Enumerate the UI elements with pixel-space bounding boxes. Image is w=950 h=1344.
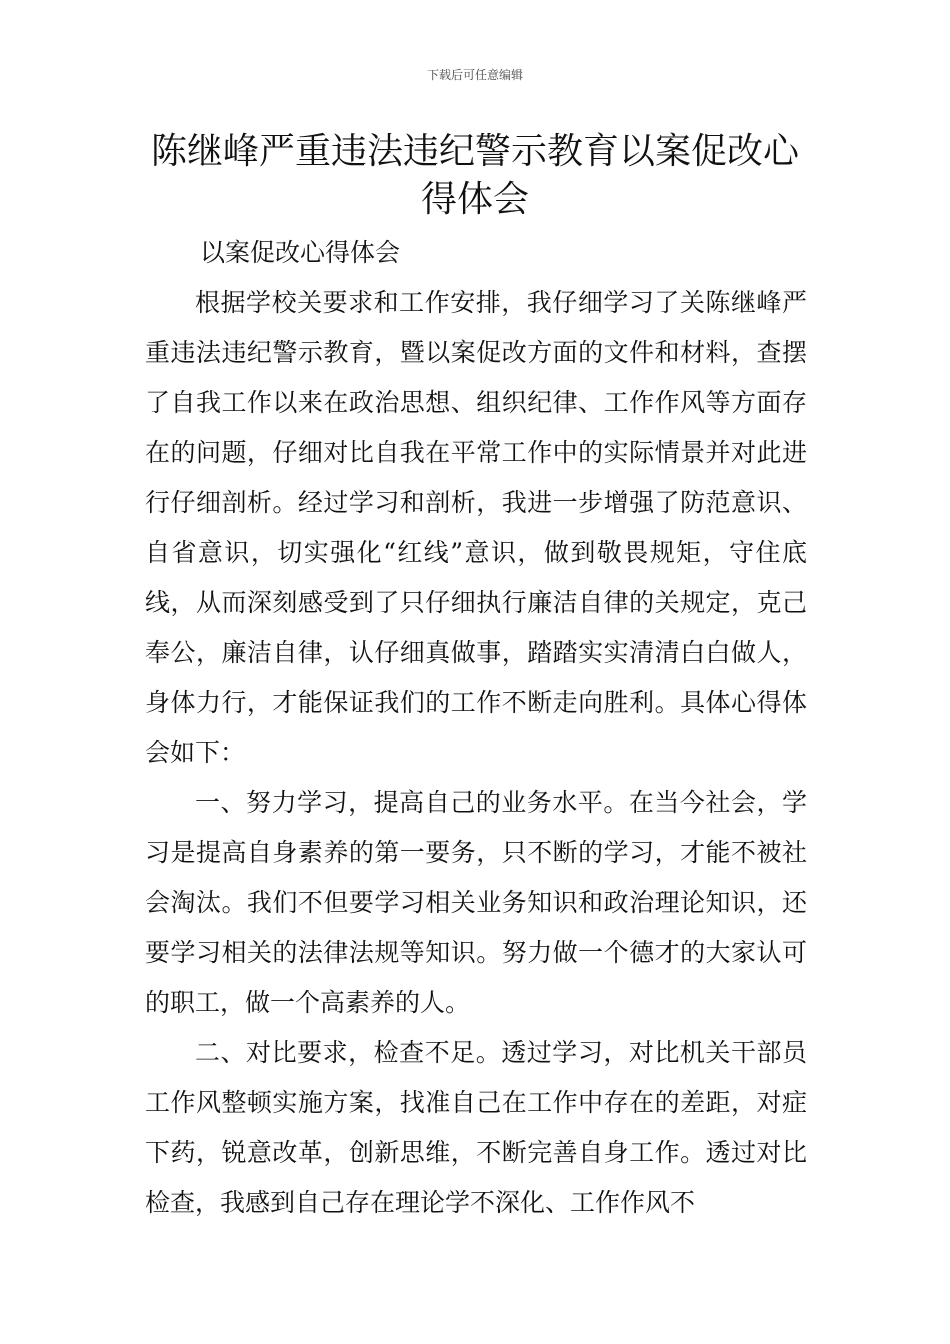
paragraph-section-one: 一、努力学习，提高自己的业务水平。在当今社会，学习是提高自身素养的第一要务，只不断的学习，才能不被社会淘汰。我们不但要学习相关业务知识和政治理论知识，还要学习相关的法律法规等知识。努力做一个德才的大家认可的职工，做一个高素养的人。: [145, 788, 807, 1017]
paragraph-intro: 根据学校关要求和工作安排，我仔细学习了关陈继峰严重违法违纪警示教育，暨以案促改方面的文件和材料，查摆了自我工作以来在政治思想、组织纪律、工作作风等方面存在的问题，仔细对比自我在平常工作中的实际情景并对此进行仔细剖析。经过学习和剖析，我进一步增强了防范意识、自省意识，切实强化“红线”意识，做到敬畏规矩，守住底线，从而深刻感受到了只仔细执行廉洁自律的关规定，克己奉公，廉洁自律，认仔细真做事，踏踏实实清清白白做人，身体力行，才能保证我们的工作不断走向胜利。具体心得体会如下：: [145, 288, 807, 767]
page-header-note: 下载后可任意编辑: [426, 68, 523, 82]
document-subtitle: 以案促改心得体会: [200, 238, 401, 267]
document-title: 陈继峰严重违法违纪警示教育以案促改心得体会: [150, 131, 799, 220]
paragraph-section-two: 二、对比要求，检查不足。透过学习，对比机关干部员工作风整顿实施方案，找准自己在工作中存在的差距，对症下药，锐意改革，创新思维，不断完善自身工作。透过对比检查，我感到自己存在理论学不深化、工作作风不: [145, 1038, 807, 1217]
document-body: [145, 228, 807, 1228]
